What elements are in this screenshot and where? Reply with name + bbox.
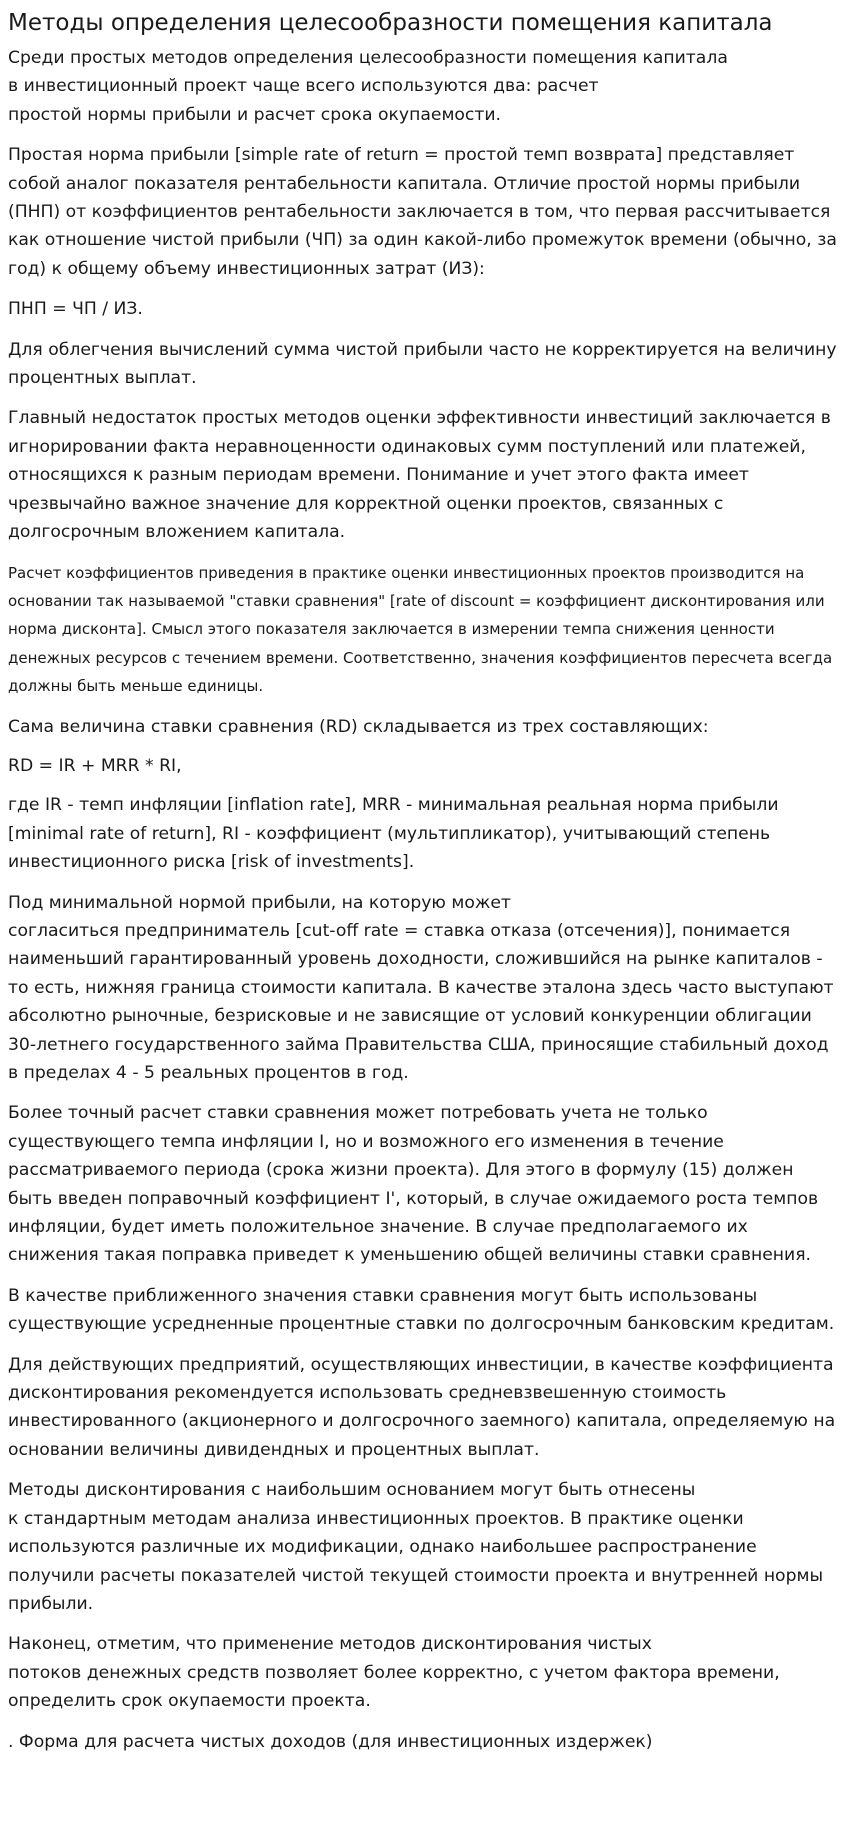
formula-pnp: ПНП = ЧП / ИЗ. [8, 299, 143, 320]
paragraph-conclusion-rest: потоков денежных средств позволяет более корректно, с учетом фактора времени, определить срок окупаемости проекта. [8, 1662, 780, 1712]
paragraph-precise-calc: Более точный расчет ставки сравнения может потребовать учета не только существующего темпа инфляции I, но и возможного его изменения в течение рассматриваемого периода (срока жизни проекта). Для этого в формулу (15) должен быть введен поправочный коэффициент I', который, в случае ожидаемого роста темпов инфляции, будет иметь положительное значение. В случае предполагаемого их снижения такая поправка приведет к уменьшению общей величины ставки сравнения. [8, 1103, 819, 1266]
formula-rd: RD = IR + MRR * RI, [8, 755, 182, 776]
paragraph-min-rate [8, 889, 841, 1088]
paragraph-rd-definitions: где IR - темп инфляции [inflation rate], MRR - минимальная реальная норма прибыли [minimal rate of return], RI - коэффициент (мультипликатор), учитывающий степень инвестиционного риска [risk of investments]. [8, 795, 779, 873]
paragraph-intro-line: простой нормы прибыли и расчет срока окупаемости. [8, 104, 502, 125]
paragraph-simple-rate: Простая норма прибыли [simple rate of return = простой темп возврата] представляет собой аналог показателя рентабельности капитала. Отличие простой нормы прибыли (ПНП) от коэффициентов рентабельности заключается в том, что первая рассчитывается как отношение чистой прибыли (ЧП) за один какой-либо промежуток времени (обычно, за год) к общему объему инвестиционных затрат (ИЗ): [8, 145, 837, 279]
paragraph-intro-line: Среди простых методов определения целесообразности помещения капитала [8, 48, 728, 68]
paragraph-discount-methods-rest: к стандартным методам анализа инвестиционных проектов. В практике оценки используются различные их модификации, однако наибольшее распространение получили расчеты показателей чистой текущей стоимости проекта и внутренней нормы прибыли. [8, 1508, 824, 1614]
paragraph-discount-methods [8, 1476, 841, 1618]
paragraph-main-drawback: Главный недостаток простых методов оценки эффективности инвестиций заключается в игнорировании факта неравноценности одинаковых сумм поступлений или платежей, относящихся к разным периодам времени. Понимание и учет этого факта имеет чрезвычайно важное значение для корректной оценки проектов, связанных с долгосрочным вложением капитала. [8, 408, 831, 543]
paragraph-min-rate-rest: согласиться предприниматель [cut-off rate = ставка отказа (отсечения)], понимается наименьший гарантированный уровень доходности, сложившийся на рынке капиталов - то есть, нижняя граница стоимости капитала. В качестве эталона здесь часто выступают абсолютно рыночные, безрисковые и не зависящие от условий конкуренции облигации 30-летнего государственного займа Правительства США, приносящие стабильный доход в пределах 4 - 5 реальных процентов в год. [8, 920, 834, 1083]
paragraph-intro [8, 44, 841, 129]
paragraph-rd-components: Сама величина ставки сравнения (RD) складывается из трех составляющих: [8, 716, 709, 737]
paragraph-intro-line: в инвестиционный проект чаще всего используются два: расчет [8, 76, 599, 97]
page-title: Методы определения целесообразности помещения капитала [8, 10, 773, 36]
paragraph-discount-methods-first-line: Методы дисконтирования с наибольшим основанием могут быть отнесены [8, 1480, 696, 1501]
form-caption: . Форма для расчета чистых доходов (для инвестиционных издержек) [8, 1731, 653, 1752]
paragraph-conclusion [8, 1630, 841, 1715]
paragraph-conclusion-first-line: Наконец, отметим, что применение методов дисконтирования чистых [8, 1634, 652, 1655]
paragraph-approximate-value: В качестве приближенного значения ставки сравнения могут быть использованы существующие усредненные процентные ставки по долгосрочным банковским кредитам. [8, 1285, 835, 1335]
paragraph-min-rate-first-line: Под минимальной нормой прибыли, на которую может [8, 892, 511, 913]
paragraph-discount-rate: Расчет коэффициентов приведения в практике оценки инвестиционных проектов производится на основании так называемой "ставки сравнения" [rate of discount = коэффициент дисконтирования или норма дисконта]. Смысл этого показателя заключается в измерении темпа снижения ценности денежных ресурсов с течением времени. Соответственно, значения коэффициентов пересчета всегда должны быть меньше единицы. [8, 563, 833, 696]
paragraph-operating-enterprises: Для действующих предприятий, осуществляющих инвестиции, в качестве коэффициента дисконтирования рекомендуется использовать средневзвешенную стоимость инвестированного (акционерного и долгосрочного заемного) капитала, определяемую на основании величины дивидендных и процентных выплат. [8, 1354, 836, 1460]
paragraph-calc-note: Для облегчения вычислений сумма чистой прибыли часто не корректируется на величину процентных выплат. [8, 339, 837, 389]
